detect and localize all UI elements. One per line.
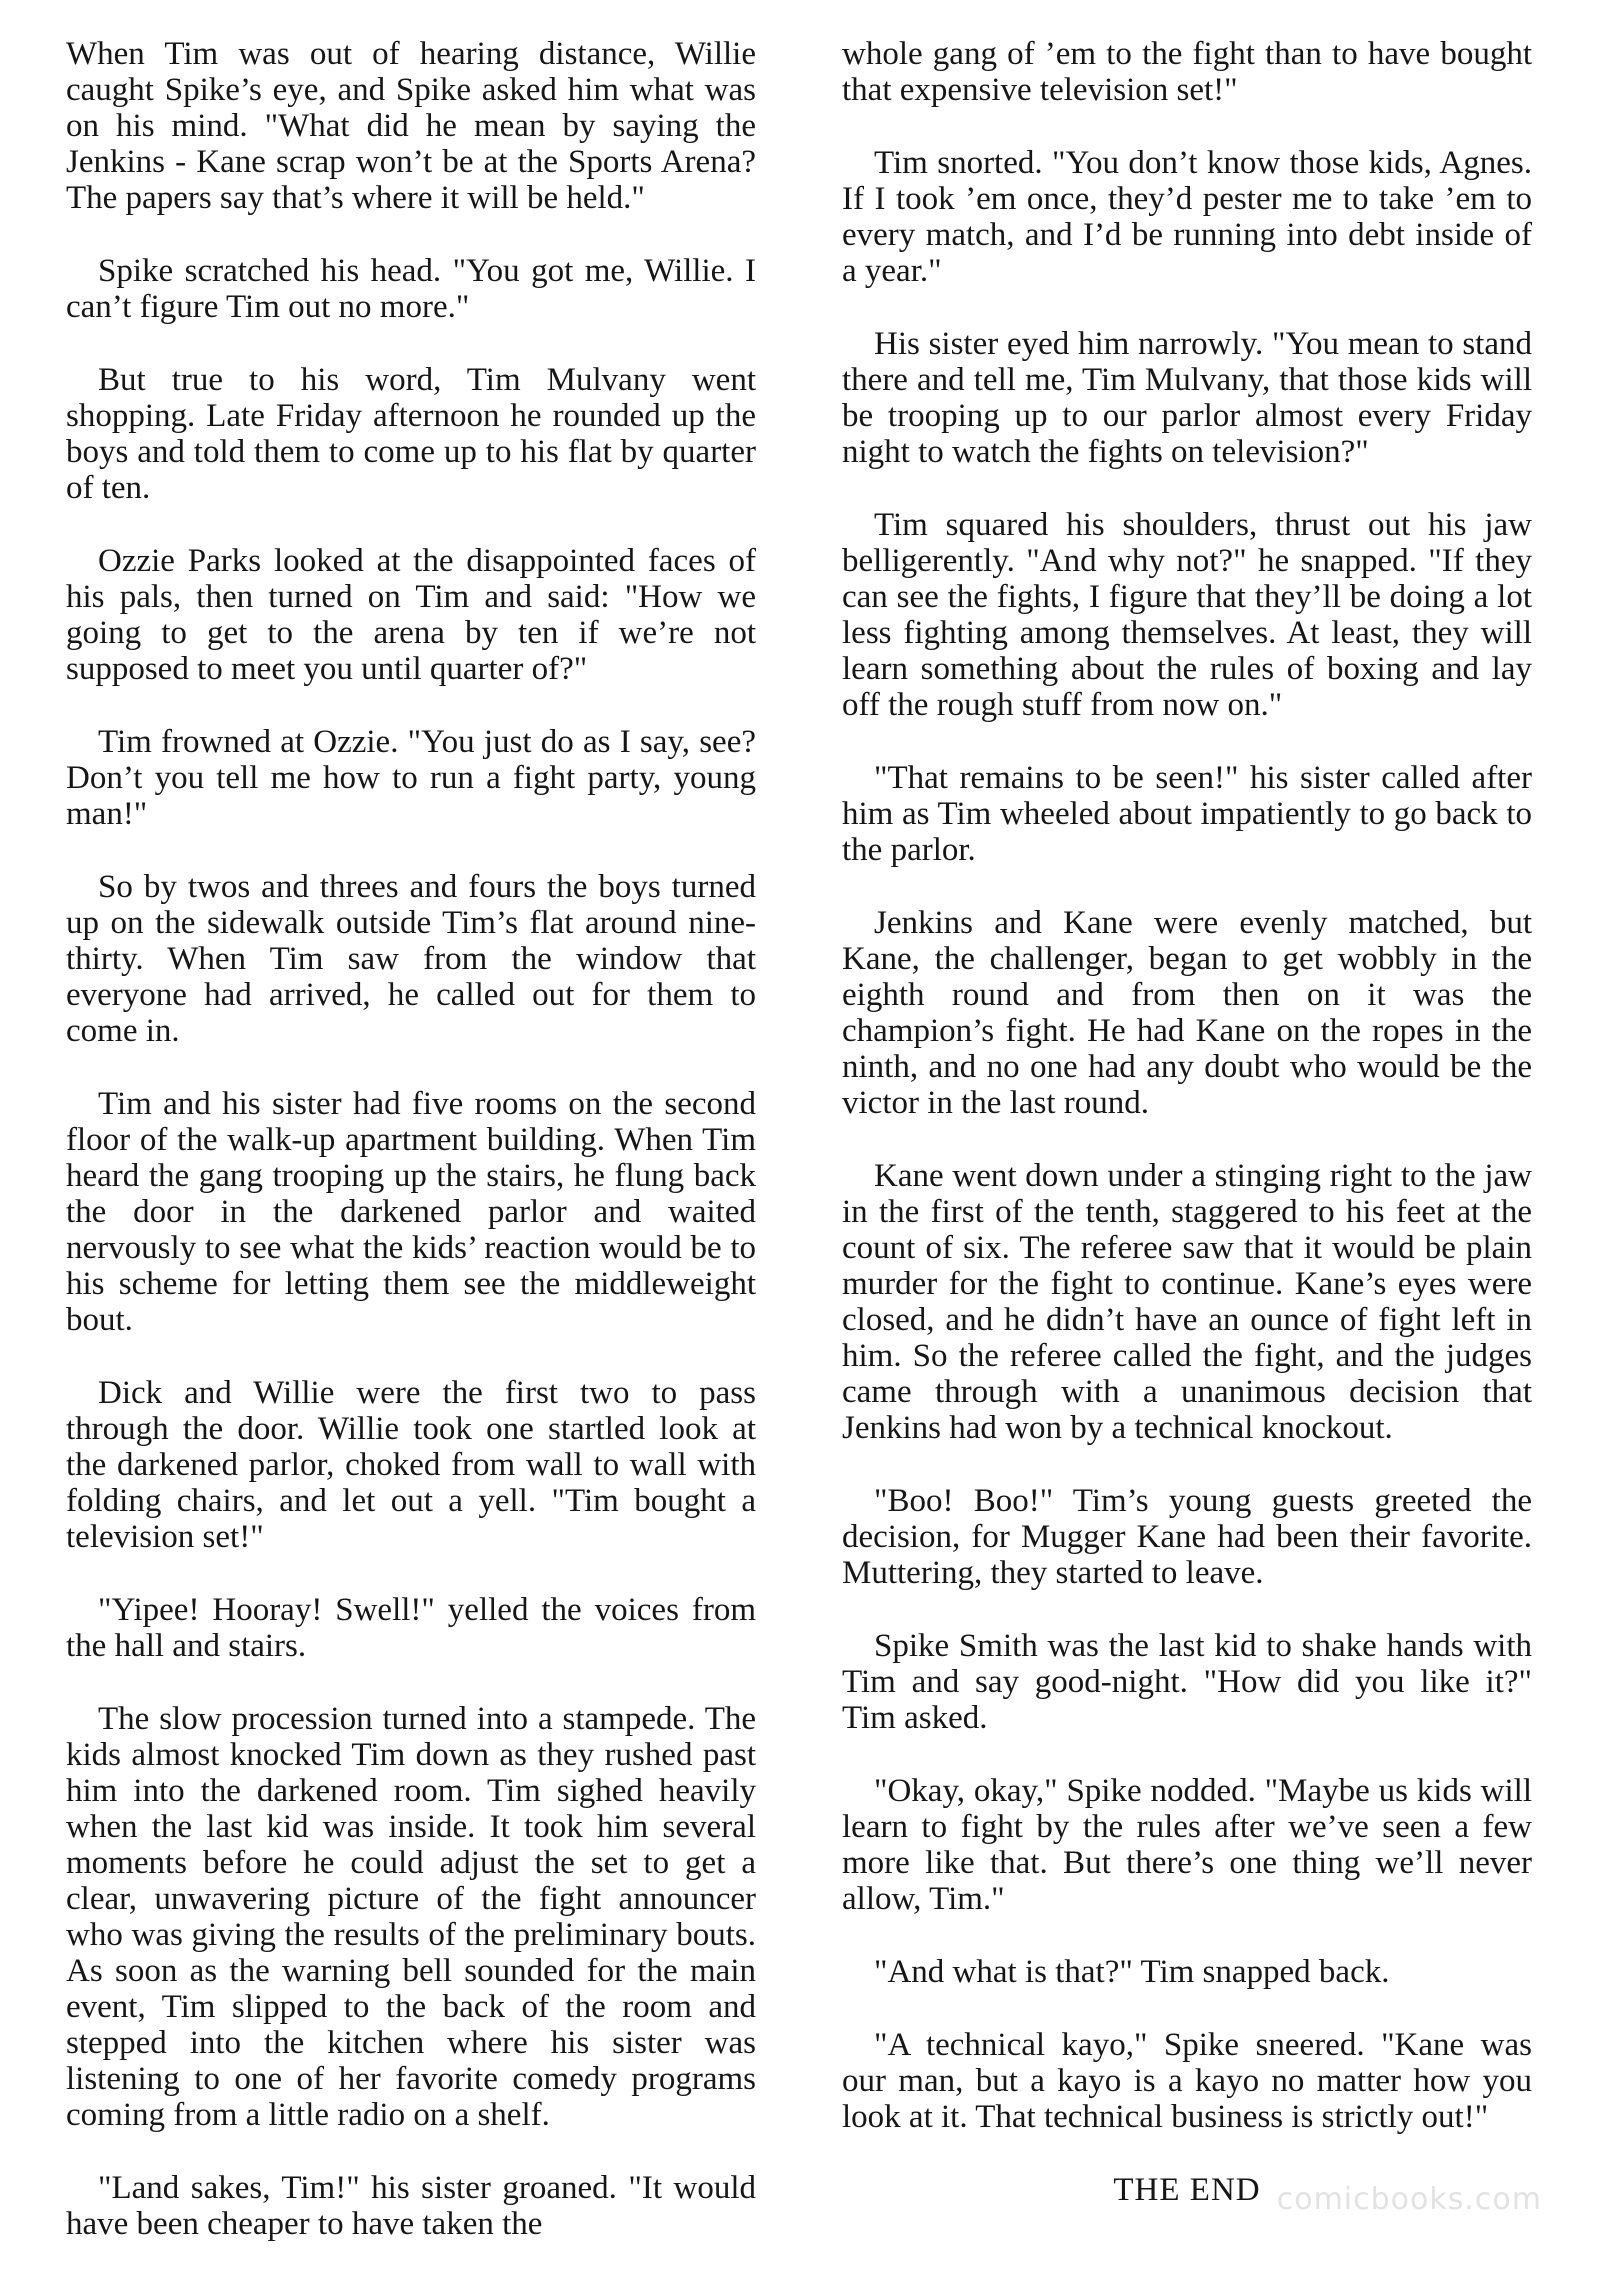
right-text-column <box>842 36 1532 2209</box>
paragraph: "That remains to be seen!" his sister called after him as Tim wheeled about impatiently to go back to the parlor. <box>842 760 1532 868</box>
paragraph: "A technical kayo," Spike sneered. "Kane was our man, but a kayo is a kayo no matter how you look at it. That technical business is strictly out!" <box>842 2027 1532 2135</box>
paragraph: But true to his word, Tim Mulvany went shopping. Late Friday afternoon he rounded up the boys and told them to come up to his flat by quarter of ten. <box>66 362 756 506</box>
paragraph: When Tim was out of hearing distance, Willie caught Spike’s eye, and Spike asked him what was on his mind. "What did he mean by saying the Jenkins - Kane scrap won’t be at the Sports Arena? The papers say that’s where it will be held." <box>66 36 756 216</box>
paragraph: The slow procession turned into a stampede. The kids almost knocked Tim down as they rushed past him into the darkened room. Tim sighed heavily when the last kid was inside. It took him several moments before he could adjust the set to get a clear, unwavering picture of the fight announcer who was giving the results of the preliminary bouts. As soon as the warning bell sounded for the main event, Tim slipped to the back of the room and stepped into the kitchen where his sister was listening to one of her favorite comedy programs coming from a little radio on a shelf. <box>66 1701 756 2133</box>
paragraph: Tim frowned at Ozzie. "You just do as I say, see? Don’t you tell me how to run a fight party, young man!" <box>66 724 756 832</box>
paragraph: "Okay, okay," Spike nodded. "Maybe us kids will learn to fight by the rules after we’ve seen a few more like that. But there’s one thing we’ll never allow, Tim." <box>842 1773 1532 1917</box>
paragraph: So by twos and threes and fours the boys turned up on the sidewalk outside Tim’s flat around nine-thirty. When Tim saw from the window that everyone had arrived, he called out for them to come in. <box>66 869 756 1049</box>
the-end-label: THE END <box>1113 2172 1261 2208</box>
paragraph: "Boo! Boo!" Tim’s young guests greeted the decision, for Mugger Kane had been their favorite. Muttering, they started to leave. <box>842 1483 1532 1591</box>
left-text-column <box>66 36 756 2279</box>
paragraph: Kane went down under a stinging right to the jaw in the first of the tenth, staggered to his feet at the count of six. The referee saw that it would be plain murder for the fight to continue. Kane’s eyes were closed, and he didn’t have an ounce of fight left in him. So the referee called the fight, and the judges came through with a unanimous decision that Jenkins had won by a technical knockout. <box>842 1158 1532 1446</box>
paragraph: "Land sakes, Tim!" his sister groaned. "It would have been cheaper to have taken the <box>66 2170 756 2242</box>
site-watermark: comicbooks.com <box>1276 2182 1542 2217</box>
paragraph: Ozzie Parks looked at the disappointed faces of his pals, then turned on Tim and said: "How we going to get to the arena by ten if we’re not supposed to meet you until quarter of?" <box>66 543 756 687</box>
paragraph: "And what is that?" Tim snapped back. <box>874 1954 1390 1990</box>
paragraph: Tim squared his shoulders, thrust out his jaw belligerently. "And why not?" he snapped. "If they can see the fights, I figure that they’ll be doing a lot less fighting among themselves. At least, they will learn something about the rules of boxing and lay off the rough stuff from now on." <box>842 507 1532 723</box>
paragraph: Dick and Willie were the first two to pass through the door. Willie took one startled look at the darkened parlor, choked from wall to wall with folding chairs, and let out a yell. "Tim bought a television set!" <box>66 1375 756 1555</box>
paragraph: "Yipee! Hooray! Swell!" yelled the voices from the hall and stairs. <box>66 1592 756 1664</box>
paragraph: Tim snorted. "You don’t know those kids, Agnes. If I took ’em once, they’d pester me to take ’em to every match, and I’d be running into debt inside of a year." <box>842 145 1532 289</box>
paragraph: Tim and his sister had five rooms on the second floor of the walk-up apartment building. When Tim heard the gang trooping up the stairs, he flung back the door in the darkened parlor and waited nervously to see what the kids’ reaction would be to his scheme for letting them see the middleweight bout. <box>66 1086 756 1338</box>
paragraph: Spike scratched his head. "You got me, Willie. I can’t figure Tim out no more." <box>66 253 756 325</box>
paragraph: whole gang of ’em to the fight than to have bought that expensive television set!" <box>842 36 1532 108</box>
paragraph: Jenkins and Kane were evenly matched, but Kane, the challenger, began to get wobbly in the eighth round and from then on it was the champion’s fight. He had Kane on the ropes in the ninth, and no one had any doubt who would be the victor in the last round. <box>842 905 1532 1121</box>
paragraph: Spike Smith was the last kid to shake hands with Tim and say good-night. "How did you like it?" Tim asked. <box>842 1628 1532 1736</box>
paragraph: His sister eyed him narrowly. "You mean to stand there and tell me, Tim Mulvany, that those kids will be trooping up to our parlor almost every Friday night to watch the fights on television?" <box>842 326 1532 470</box>
